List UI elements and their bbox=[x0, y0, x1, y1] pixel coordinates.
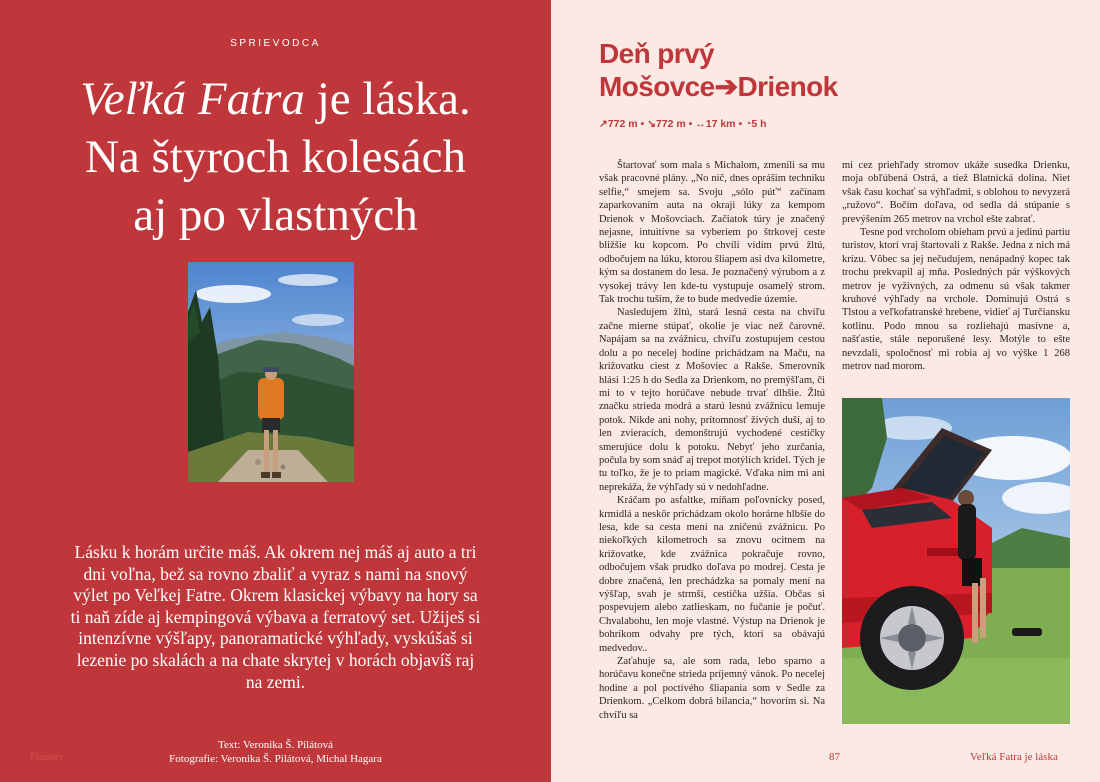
route-stats bbox=[599, 118, 767, 130]
descent-value: 772 m bbox=[655, 118, 686, 130]
headline-line1-rest: je láska. bbox=[304, 73, 471, 125]
distance-icon: ↔ bbox=[695, 118, 706, 130]
article-column-1 bbox=[599, 159, 825, 727]
paragraph: Nasledujem žltú, stará lesná cesta na chvíľu začne mierne stúpať, okolie je viac než čarovné. Napájam sa na zvážnicu, chvíľu zostupujem cestou dolu a po necelej hodine prichádzam na Maču, na križovatku ciest z Mošoviec a Rakše. Smerovník hlási 1:25 h do Sedla za Drienkom, no premýšľam, či mi to v tejto horúčave nebude trvať dlhšie. Žltú značku strieda modrá a starú lesnú zvážnicu lemuje potok. Nikde ani nohy, prítomnosť živých duší, aj to len zvieracích, demonštrujú vychodené cestičky smerujúce dolu k potoku. Nebyť jeho zurčania, počula by som snáď aj trepot motýlích krídel. Tých je tu toľko, že je to priam magické. Vďaka nim mi ani neprekáža, že výhľady sú v nedohľadne. bbox=[599, 307, 825, 493]
hiker-photo bbox=[188, 262, 354, 482]
credits bbox=[0, 738, 551, 766]
footer-article-title: Veľká Fatra je láska bbox=[970, 751, 1058, 763]
ascent-value: 772 m bbox=[607, 118, 638, 130]
separator: • bbox=[688, 118, 693, 130]
credit-photo: Fotografie: Veronika Š. Pilátová, Michal Hagara bbox=[169, 753, 382, 765]
paragraph: Štartovať som mala s Michalom, zmenili sa mu však pracovné plány. „No nič, dnes oprášim techniku selfie,“ smejem sa. Svoju „sólo púť“ začínam zaparkovaním auta na okraji lúky za kempom Drienok v Mošovciach. Začiatok túry je značený nejasne, intuitívne sa vyberiem po štrkovej ceste bližšie ku kopcom. Po chvíli vidím prvú žltú, odbočujem na lúku, ktorou šliapem asi dva kilometre, kým sa dostanem do lesa. Je poznačený výrubom a z vysokej trávy len kde-tu vystupuje osamelý strom. Tak trochu tuším, že to bude medvedie územie. bbox=[599, 160, 825, 306]
separator: • bbox=[738, 118, 743, 130]
route-to: Drienok bbox=[737, 71, 838, 102]
headline-italic: Veľká Fatra bbox=[80, 73, 305, 125]
section-kicker: SPRIEVODCA bbox=[230, 38, 321, 49]
route-arrow-icon: ➔ bbox=[714, 71, 738, 102]
headline-line2: Na štyroch kolesách bbox=[84, 131, 467, 183]
paragraph: Tesne pod vrcholom obieham prvú a jedinú partiu turistov, ktorí vraj štartovali z Rakše. Jedna z nich má krízu. Vôbec sa jej nečudujem, nenápadný kopec tak trochu prekvapil aj mňa. Posledných pár výškových metrov je vyživných, za odmenu sú však takmer kruhové výhľady na vrchole. Dominujú Ostrá s Tlstou a veľkofatranské hrebene, vidieť aj Turčiansku kotlinu. Podo mnou sa rozliehajú masívne a, našťastie, stále neporušené lesy. Motýle to ešte nevzdali, spoločnosť mi robia aj vo výške 1 268 metrov nad morom. bbox=[842, 227, 1070, 373]
clock-icon: ◔ bbox=[745, 118, 752, 130]
intro-paragraph: Lásku k horám určite máš. Ak okrem nej máš aj auto a tri dni voľna, bež sa rovno zbaliť a vyraz s nami na snový výlet po Veľkej Fatre. Okrem klasickej výbavy na hory sa ti naň zíde aj kempingová výbava a ferratový set. Užiješ si intenzívne výšľapy, panoramatické výhľady, vyskúšaš si lezenie po skalách a na chate skrytej v horách objavíš raj na zemi. bbox=[70, 542, 481, 692]
ascent-icon: ↗ bbox=[599, 118, 608, 130]
route-from: Mošovce bbox=[599, 71, 715, 102]
descent-icon: ↘ bbox=[647, 118, 656, 130]
car-photo bbox=[842, 398, 1070, 724]
separator: • bbox=[640, 118, 645, 130]
headline-line3: aj po vlastných bbox=[133, 189, 418, 241]
paragraph: Zaťahuje sa, ale som rada, lebo sparno a horúčavu konečne strieda príjemný vánok. Po necelej hodine a pol poctivého šliapania som v Sedle za Drienkom. „Celkom dobrá bilancia,“ hovorím si. Na chvíľu sa bbox=[599, 656, 825, 721]
day-heading: Deň prvý bbox=[599, 38, 715, 69]
day-title bbox=[599, 37, 1059, 103]
article-column-2 bbox=[842, 159, 1070, 391]
page-number: 87 bbox=[829, 751, 840, 763]
paragraph: Kráčam po asfaltke, míňam poľovnícky posed, krmidlá a neskôr prichádzam okolo horárne hlbšie do lesa, kde sa cesta mení na zničenú zvážnicu. Po niekoľkých kilometroch sa znovu ocitnem na križovatke, kde zvážnica pokračuje rovno, odbočujem však prudko doľava po modrej. Cesta je dobre značená, len prechádzka sa pomaly mení na výšľap, svah je strmší, cestička užšia. Občas si pospevujem alebo zatlieskam, no fučanie je počuť. Chvalabohu, len moje vlastné. Výstup na Drienok je bohríkom odvahy pre tých, ktorí sa obávajú medvedov.. bbox=[599, 495, 825, 654]
distance-value: 17 km bbox=[705, 118, 736, 130]
footer-magazine-name: Planner bbox=[30, 751, 64, 763]
headline bbox=[20, 70, 531, 244]
right-page bbox=[551, 0, 1100, 782]
route-heading bbox=[599, 70, 1059, 103]
credit-text: Text: Veronika Š. Pilátová bbox=[217, 739, 334, 751]
paragraph: mi cez priehľady stromov ukáže susedka Drienku, moja obľúbená Ostrá, a tiež Blatnická dolina. Niet však času kochať sa výhľadmi, s oblohou to nevyzerá „ružovo“. Bočím doľava, od sedla dá stúpanie s prevýšením 265 metrov na vrchol ešte zabrať. bbox=[842, 160, 1070, 225]
duration-value: 5 h bbox=[751, 118, 767, 130]
